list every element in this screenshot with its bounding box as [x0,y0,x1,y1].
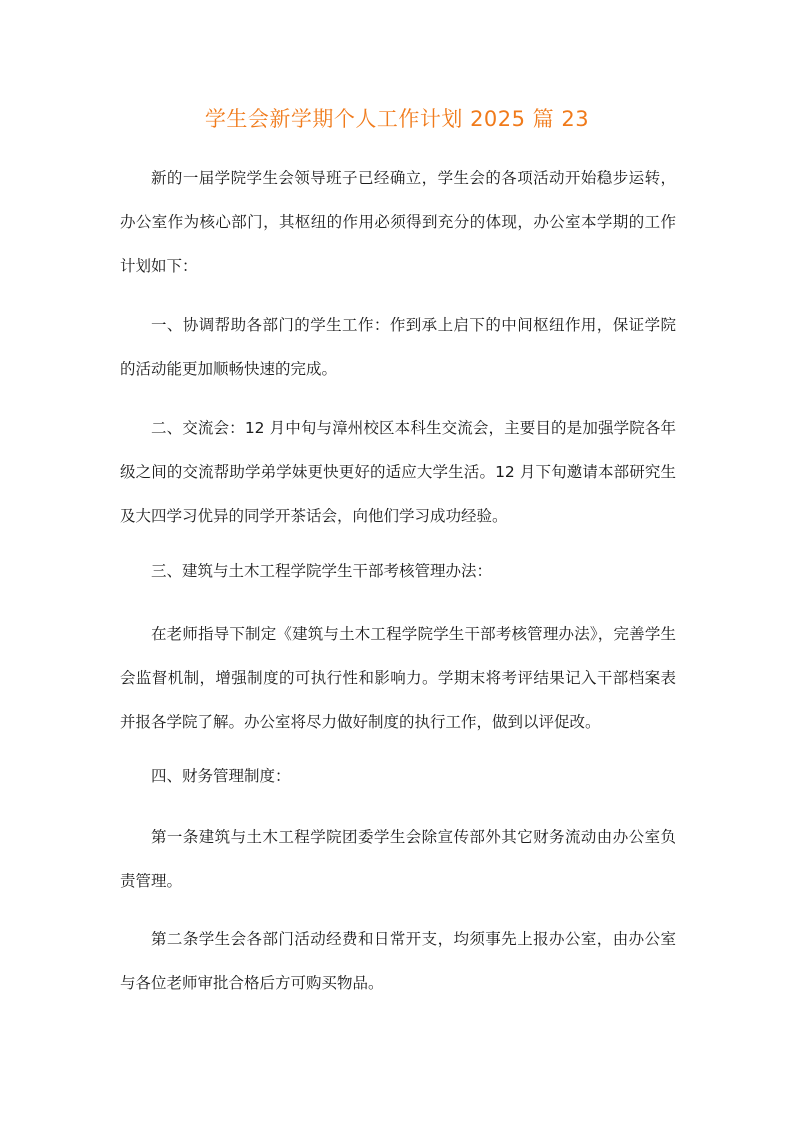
paragraph-section-1: 一、协调帮助各部门的学生工作：作到承上启下的中间枢纽作用，保证学院的活动能更加顺畅快速的完成。 [120,316,676,378]
paragraph-intro: 新的一届学院学生会领导班子已经确立，学生会的各项活动开始稳步运转，办公室作为核心部门，其枢纽的作用必须得到充分的体现，办公室本学期的工作计划如下： [120,169,676,275]
paragraph-section-3-heading: 三、建筑与土木工程学院学生干部考核管理办法： [151,562,493,580]
paragraph-section-2: 二、交流会：12 月中旬与漳州校区本科生交流会，主要目的是加强学院各年级之间的交流帮助学弟学妹更快更好的适应大学生活。12 月下旬邀请本部研究生及大四学习优异的同学开茶话会，向他们学习成功经验。 [120,419,676,525]
paragraph-article-2: 第二条学生会各部门活动经费和日常开支，均须事先上报办公室，由办公室与各位老师审批合格后方可购买物品。 [120,930,676,992]
paragraph-section-3-body: 在老师指导下制定《建筑与土木工程学院学生干部考核管理办法》，完善学生会监督机制，增强制度的可执行性和影响力。学期末将考评结果记入干部档案表并报各学院了解。办公室将尽力做好制度的执行工作，做到以评促改。 [120,625,676,731]
paragraph-section-4-heading: 四、财务管理制度： [151,767,291,785]
paragraph-article-1: 第一条建筑与土木工程学院团委学生会除宣传部外其它财务流动由办公室负责管理。 [120,828,676,890]
document-title: 学生会新学期个人工作计划 2025 篇 23 [204,107,590,131]
